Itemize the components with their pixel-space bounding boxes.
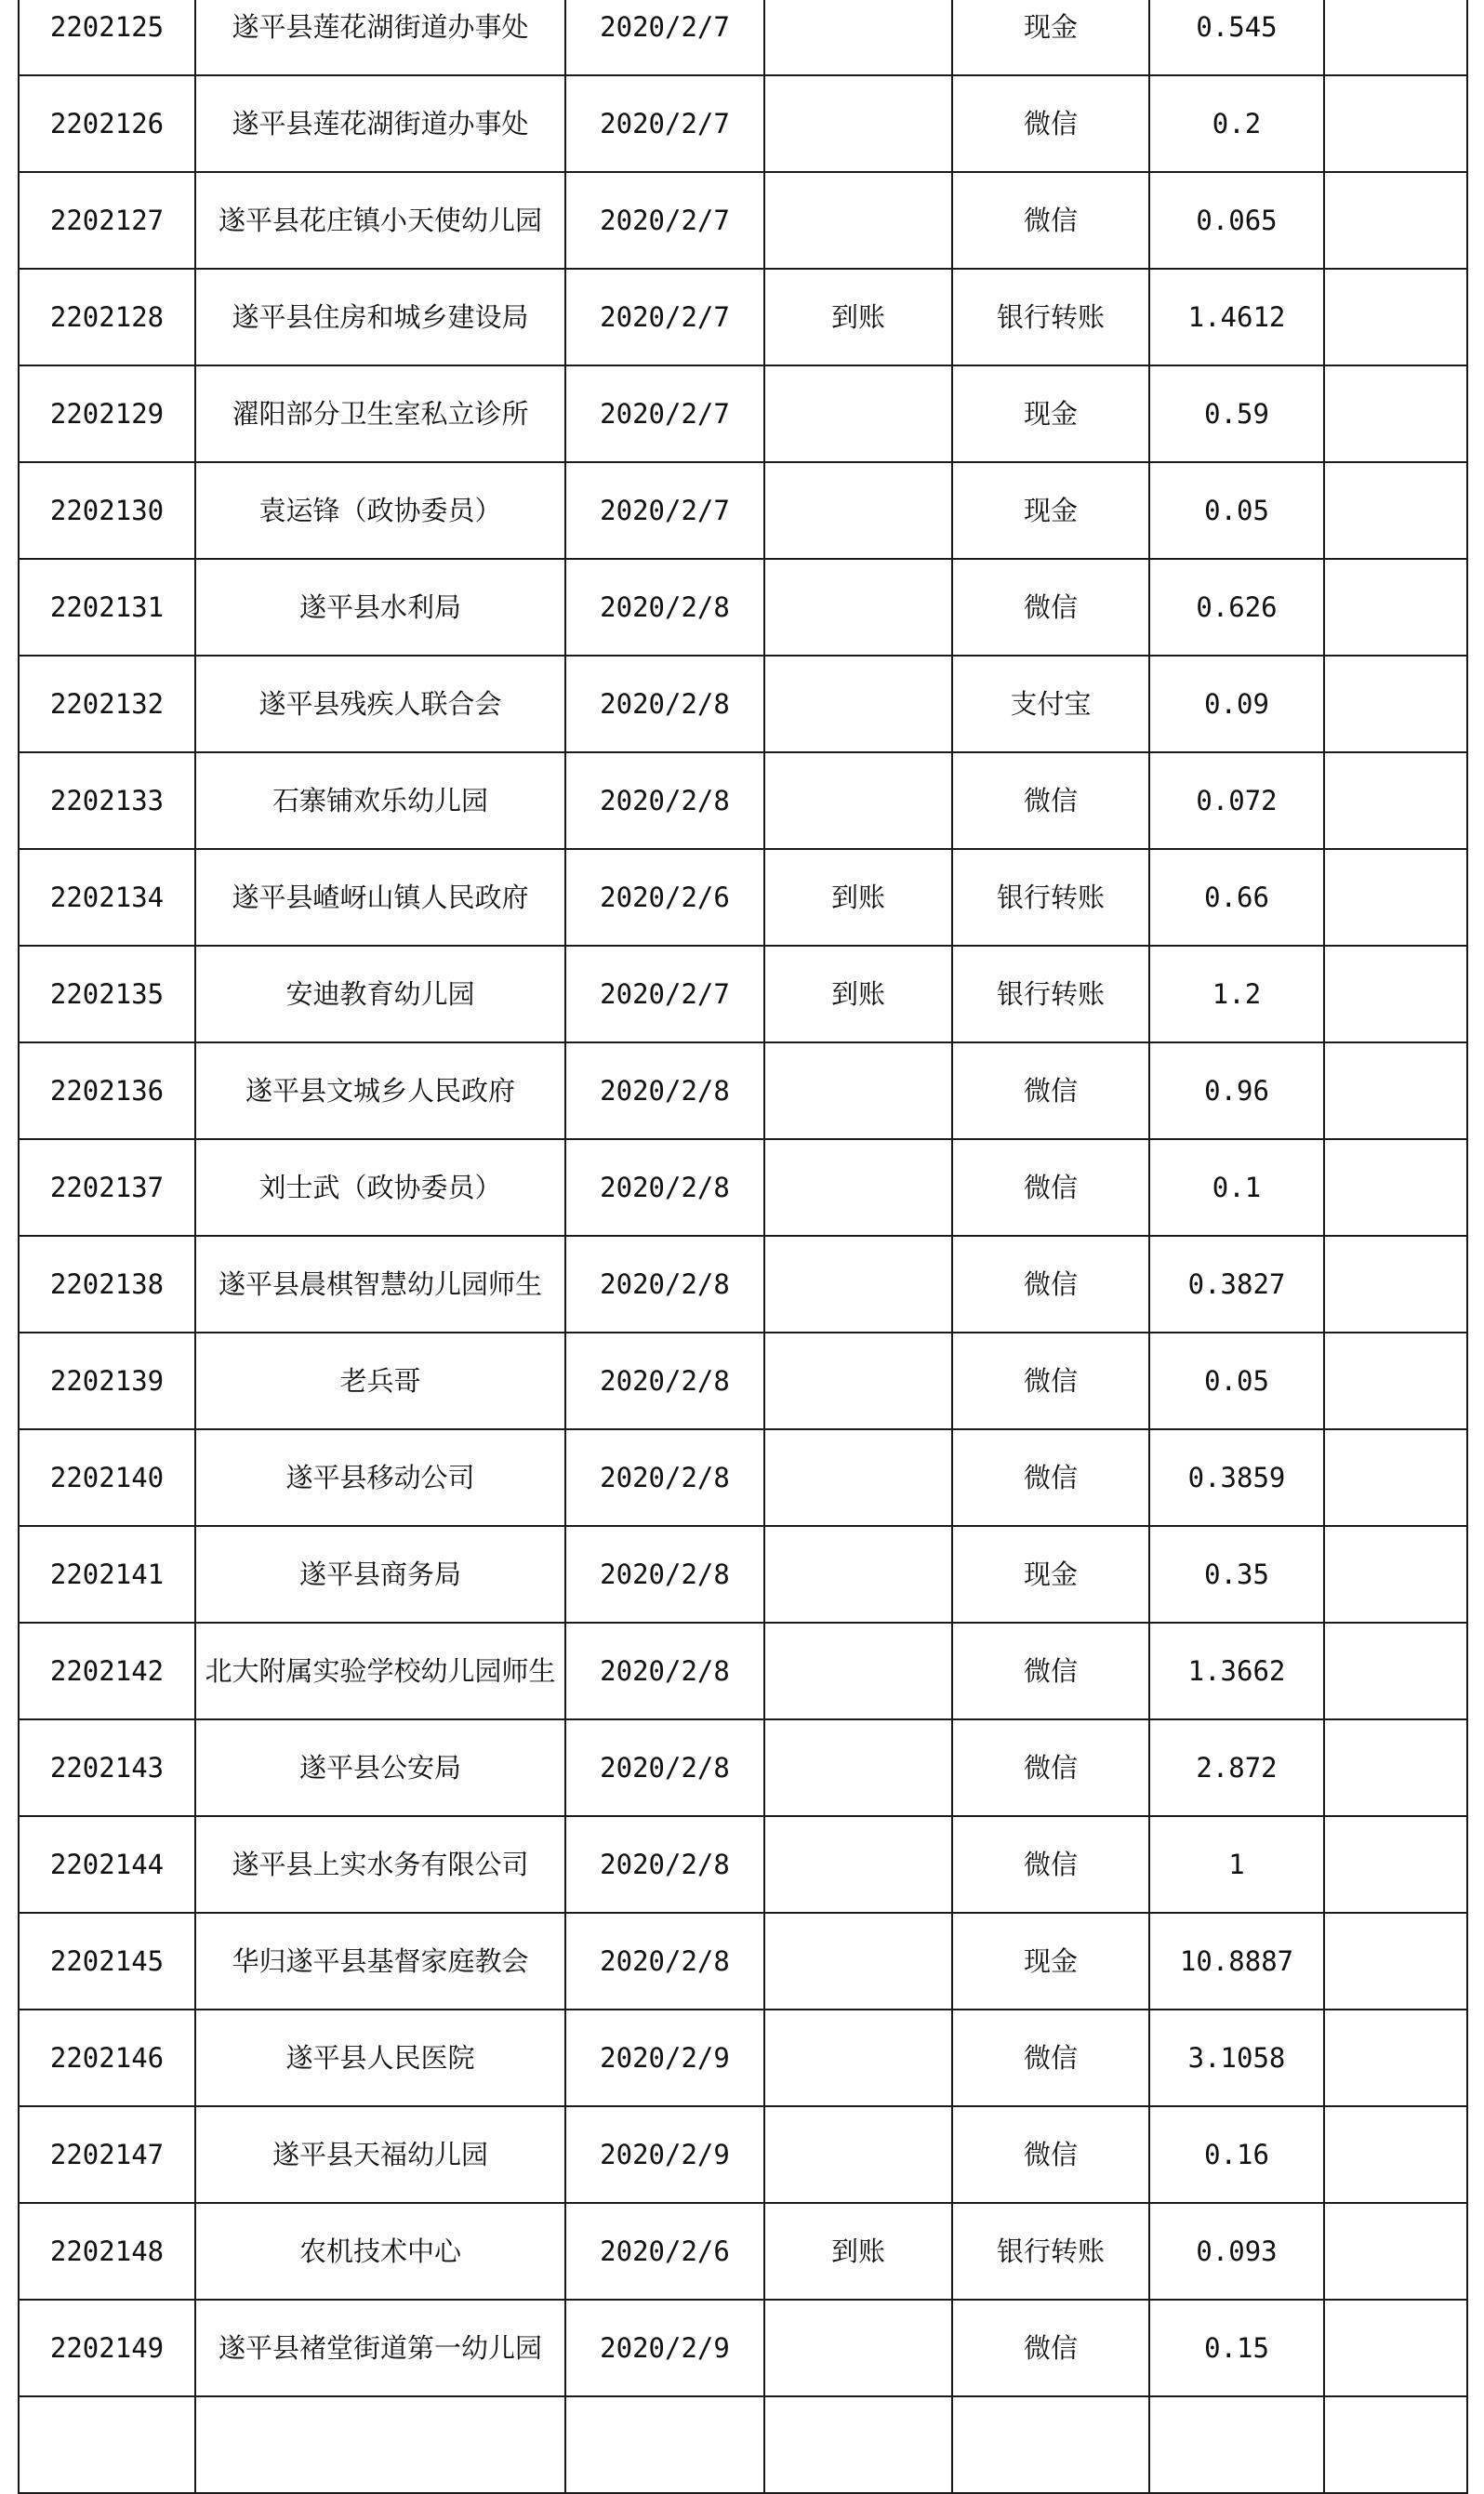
note-cell [1324, 2300, 1467, 2396]
record-id-cell: 2202135 [19, 946, 195, 1042]
table-row [19, 2010, 1467, 2106]
ledger-body [19, 0, 1467, 2493]
record-id-cell: 2202136 [19, 1042, 195, 1139]
record-id-cell: 2202128 [19, 269, 195, 365]
record-id-cell: 2202132 [19, 656, 195, 752]
status-cell [764, 2010, 952, 2106]
status-cell [764, 656, 952, 752]
table-row [19, 559, 1467, 656]
date-cell: 2020/2/7 [565, 269, 764, 365]
table-row [19, 1623, 1467, 1719]
date-cell: 2020/2/7 [565, 172, 764, 269]
record-id-cell: 2202147 [19, 2106, 195, 2203]
date-cell: 2020/2/9 [565, 2106, 764, 2203]
date-cell: 2020/2/8 [565, 1623, 764, 1719]
status-cell [764, 1429, 952, 1526]
payment-method-cell [952, 2396, 1149, 2493]
table-row [19, 2300, 1467, 2396]
date-cell: 2020/2/7 [565, 75, 764, 172]
payment-method-cell: 微信 [952, 1042, 1149, 1139]
status-cell [764, 2396, 952, 2493]
record-id-cell: 2202143 [19, 1719, 195, 1816]
status-cell: 到账 [764, 946, 952, 1042]
donor-unit-cell: 华归遂平县基督家庭教会 [195, 1913, 565, 2010]
status-cell [764, 1236, 952, 1333]
table-row [19, 1429, 1467, 1526]
amount-cell: 0.2 [1149, 75, 1324, 172]
amount-cell: 0.96 [1149, 1042, 1324, 1139]
donor-unit-cell: 袁运锋（政协委员） [195, 462, 565, 559]
date-cell: 2020/2/8 [565, 656, 764, 752]
note-cell [1324, 2396, 1467, 2493]
donor-unit-cell: 遂平县莲花湖街道办事处 [195, 0, 565, 75]
amount-cell: 1.3662 [1149, 1623, 1324, 1719]
payment-method-cell: 微信 [952, 2010, 1149, 2106]
payment-method-cell: 银行转账 [952, 269, 1149, 365]
record-id-cell: 2202134 [19, 849, 195, 946]
amount-cell: 0.093 [1149, 2203, 1324, 2300]
donor-unit-cell: 濯阳部分卫生室私立诊所 [195, 365, 565, 462]
payment-method-cell: 微信 [952, 2106, 1149, 2203]
amount-cell: 0.065 [1149, 172, 1324, 269]
table-row [19, 1526, 1467, 1623]
date-cell: 2020/2/8 [565, 1816, 764, 1913]
amount-cell: 0.59 [1149, 365, 1324, 462]
payment-method-cell: 微信 [952, 2300, 1149, 2396]
amount-cell [1149, 2396, 1324, 2493]
record-id-cell: 2202131 [19, 559, 195, 656]
note-cell [1324, 752, 1467, 849]
record-id-cell: 2202138 [19, 1236, 195, 1333]
table-row [19, 462, 1467, 559]
date-cell: 2020/2/7 [565, 365, 764, 462]
donation-ledger-table [18, 0, 1468, 2494]
donor-unit-cell: 老兵哥 [195, 1333, 565, 1429]
status-cell [764, 0, 952, 75]
donor-unit-cell: 遂平县水利局 [195, 559, 565, 656]
payment-method-cell: 现金 [952, 1526, 1149, 1623]
status-cell [764, 75, 952, 172]
status-cell: 到账 [764, 269, 952, 365]
payment-method-cell: 银行转账 [952, 2203, 1149, 2300]
table-row [19, 0, 1467, 75]
date-cell: 2020/2/7 [565, 0, 764, 75]
date-cell: 2020/2/8 [565, 1429, 764, 1526]
table-row [19, 1913, 1467, 2010]
note-cell [1324, 1139, 1467, 1236]
note-cell [1324, 172, 1467, 269]
date-cell [565, 2396, 764, 2493]
payment-method-cell: 微信 [952, 1816, 1149, 1913]
amount-cell: 0.1 [1149, 1139, 1324, 1236]
amount-cell: 1 [1149, 1816, 1324, 1913]
note-cell [1324, 1042, 1467, 1139]
table-row [19, 1816, 1467, 1913]
amount-cell: 0.05 [1149, 462, 1324, 559]
status-cell [764, 2300, 952, 2396]
note-cell [1324, 1429, 1467, 1526]
table-row [19, 849, 1467, 946]
record-id-cell: 2202142 [19, 1623, 195, 1719]
status-cell [764, 462, 952, 559]
date-cell: 2020/2/8 [565, 1913, 764, 2010]
table-row [19, 752, 1467, 849]
date-cell: 2020/2/8 [565, 1236, 764, 1333]
status-cell [764, 1816, 952, 1913]
record-id-cell: 2202127 [19, 172, 195, 269]
note-cell [1324, 0, 1467, 75]
date-cell: 2020/2/8 [565, 1042, 764, 1139]
table-row [19, 2203, 1467, 2300]
note-cell [1324, 75, 1467, 172]
donor-unit-cell: 遂平县天福幼儿园 [195, 2106, 565, 2203]
record-id-cell: 2202139 [19, 1333, 195, 1429]
status-cell [764, 1913, 952, 2010]
donor-unit-cell: 遂平县文城乡人民政府 [195, 1042, 565, 1139]
payment-method-cell: 微信 [952, 752, 1149, 849]
donor-unit-cell: 遂平县移动公司 [195, 1429, 565, 1526]
table-row [19, 2106, 1467, 2203]
amount-cell: 1.2 [1149, 946, 1324, 1042]
note-cell [1324, 1333, 1467, 1429]
payment-method-cell: 支付宝 [952, 656, 1149, 752]
date-cell: 2020/2/7 [565, 946, 764, 1042]
amount-cell: 0.545 [1149, 0, 1324, 75]
table-row [19, 1719, 1467, 1816]
payment-method-cell: 现金 [952, 0, 1149, 75]
donor-unit-cell: 遂平县晨棋智慧幼儿园师生 [195, 1236, 565, 1333]
record-id-cell: 2202137 [19, 1139, 195, 1236]
donor-unit-cell: 石寨铺欢乐幼儿园 [195, 752, 565, 849]
status-cell [764, 1333, 952, 1429]
date-cell: 2020/2/7 [565, 462, 764, 559]
payment-method-cell: 现金 [952, 462, 1149, 559]
record-id-cell: 2202145 [19, 1913, 195, 2010]
amount-cell: 0.05 [1149, 1333, 1324, 1429]
record-id-cell: 2202146 [19, 2010, 195, 2106]
table-row [19, 365, 1467, 462]
record-id-cell: 2202133 [19, 752, 195, 849]
note-cell [1324, 2010, 1467, 2106]
status-cell: 到账 [764, 2203, 952, 2300]
status-cell: 到账 [764, 849, 952, 946]
note-cell [1324, 1719, 1467, 1816]
donor-unit-cell: 安迪教育幼儿园 [195, 946, 565, 1042]
table-row [19, 75, 1467, 172]
donor-unit-cell: 刘士武（政协委员） [195, 1139, 565, 1236]
status-cell [764, 365, 952, 462]
amount-cell: 10.8887 [1149, 1913, 1324, 2010]
note-cell [1324, 1526, 1467, 1623]
table-row [19, 2396, 1467, 2493]
table-row [19, 269, 1467, 365]
payment-method-cell: 现金 [952, 365, 1149, 462]
date-cell: 2020/2/8 [565, 1139, 764, 1236]
date-cell: 2020/2/6 [565, 849, 764, 946]
record-id-cell: 2202126 [19, 75, 195, 172]
donor-unit-cell: 遂平县商务局 [195, 1526, 565, 1623]
status-cell [764, 1042, 952, 1139]
status-cell [764, 1526, 952, 1623]
amount-cell: 0.16 [1149, 2106, 1324, 2203]
donor-unit-cell: 遂平县公安局 [195, 1719, 565, 1816]
amount-cell: 0.35 [1149, 1526, 1324, 1623]
table-row [19, 1139, 1467, 1236]
status-cell [764, 559, 952, 656]
payment-method-cell: 银行转账 [952, 946, 1149, 1042]
payment-method-cell: 现金 [952, 1913, 1149, 2010]
status-cell [764, 752, 952, 849]
note-cell [1324, 365, 1467, 462]
amount-cell: 3.1058 [1149, 2010, 1324, 2106]
record-id-cell [19, 2396, 195, 2493]
record-id-cell: 2202125 [19, 0, 195, 75]
payment-method-cell: 银行转账 [952, 849, 1149, 946]
donor-unit-cell: 遂平县残疾人联合会 [195, 656, 565, 752]
amount-cell: 2.872 [1149, 1719, 1324, 1816]
donor-unit-cell: 遂平县嵖岈山镇人民政府 [195, 849, 565, 946]
note-cell [1324, 2203, 1467, 2300]
note-cell [1324, 1623, 1467, 1719]
amount-cell: 0.09 [1149, 656, 1324, 752]
note-cell [1324, 1913, 1467, 2010]
status-cell [764, 1623, 952, 1719]
record-id-cell: 2202144 [19, 1816, 195, 1913]
table-row [19, 1333, 1467, 1429]
status-cell [764, 2106, 952, 2203]
date-cell: 2020/2/8 [565, 1719, 764, 1816]
amount-cell: 1.4612 [1149, 269, 1324, 365]
payment-method-cell: 微信 [952, 1333, 1149, 1429]
payment-method-cell: 微信 [952, 559, 1149, 656]
payment-method-cell: 微信 [952, 1719, 1149, 1816]
amount-cell: 0.15 [1149, 2300, 1324, 2396]
payment-method-cell: 微信 [952, 1623, 1149, 1719]
donor-unit-cell: 遂平县褚堂街道第一幼儿园 [195, 2300, 565, 2396]
payment-method-cell: 微信 [952, 1139, 1149, 1236]
donor-unit-cell: 遂平县人民医院 [195, 2010, 565, 2106]
payment-method-cell: 微信 [952, 172, 1149, 269]
amount-cell: 0.66 [1149, 849, 1324, 946]
table-row [19, 1042, 1467, 1139]
donor-unit-cell: 遂平县住房和城乡建设局 [195, 269, 565, 365]
donor-unit-cell: 农机技术中心 [195, 2203, 565, 2300]
date-cell: 2020/2/8 [565, 752, 764, 849]
date-cell: 2020/2/9 [565, 2010, 764, 2106]
payment-method-cell: 微信 [952, 75, 1149, 172]
table-row [19, 172, 1467, 269]
status-cell [764, 1139, 952, 1236]
note-cell [1324, 946, 1467, 1042]
amount-cell: 0.3859 [1149, 1429, 1324, 1526]
date-cell: 2020/2/8 [565, 1526, 764, 1623]
donor-unit-cell [195, 2396, 565, 2493]
donor-unit-cell: 遂平县莲花湖街道办事处 [195, 75, 565, 172]
donor-unit-cell: 遂平县花庄镇小天使幼儿园 [195, 172, 565, 269]
note-cell [1324, 2106, 1467, 2203]
table-row [19, 946, 1467, 1042]
date-cell: 2020/2/8 [565, 559, 764, 656]
amount-cell: 0.3827 [1149, 1236, 1324, 1333]
record-id-cell: 2202140 [19, 1429, 195, 1526]
status-cell [764, 172, 952, 269]
payment-method-cell: 微信 [952, 1429, 1149, 1526]
table-row [19, 1236, 1467, 1333]
note-cell [1324, 1236, 1467, 1333]
note-cell [1324, 462, 1467, 559]
record-id-cell: 2202129 [19, 365, 195, 462]
record-id-cell: 2202141 [19, 1526, 195, 1623]
payment-method-cell: 微信 [952, 1236, 1149, 1333]
note-cell [1324, 849, 1467, 946]
date-cell: 2020/2/6 [565, 2203, 764, 2300]
note-cell [1324, 1816, 1467, 1913]
amount-cell: 0.626 [1149, 559, 1324, 656]
record-id-cell: 2202149 [19, 2300, 195, 2396]
note-cell [1324, 656, 1467, 752]
note-cell [1324, 269, 1467, 365]
record-id-cell: 2202130 [19, 462, 195, 559]
record-id-cell: 2202148 [19, 2203, 195, 2300]
donor-unit-cell: 北大附属实验学校幼儿园师生 [195, 1623, 565, 1719]
note-cell [1324, 559, 1467, 656]
donor-unit-cell: 遂平县上实水务有限公司 [195, 1816, 565, 1913]
date-cell: 2020/2/8 [565, 1333, 764, 1429]
date-cell: 2020/2/9 [565, 2300, 764, 2396]
amount-cell: 0.072 [1149, 752, 1324, 849]
table-row [19, 656, 1467, 752]
status-cell [764, 1719, 952, 1816]
